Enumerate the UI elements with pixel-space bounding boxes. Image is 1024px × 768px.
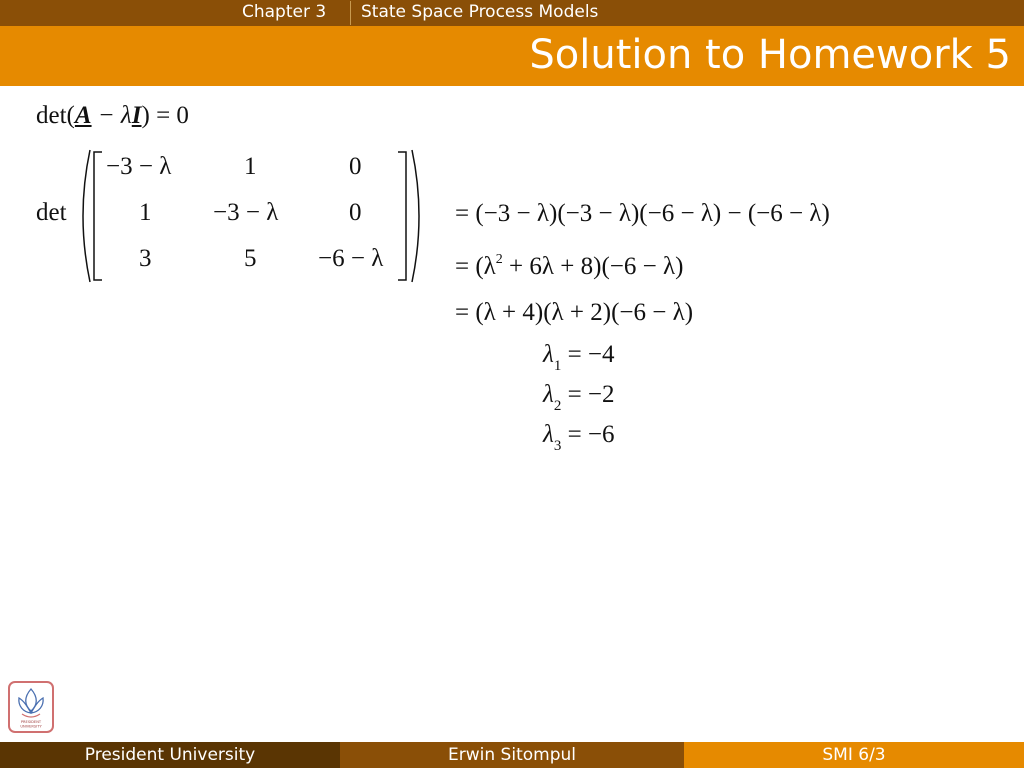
eigenvalue-1 bbox=[543, 341, 615, 374]
step2-part-a: = (λ bbox=[455, 253, 496, 280]
lambda-symbol: λ bbox=[543, 381, 554, 408]
matrix-a-symbol: A bbox=[74, 102, 92, 129]
footer-page: SMI 6/3 bbox=[684, 742, 1024, 768]
eigenvalue-2 bbox=[543, 381, 615, 414]
university-logo bbox=[8, 681, 54, 733]
header-bar bbox=[0, 0, 1024, 26]
lambda-subscript: 2 bbox=[553, 398, 562, 414]
slide-title: Solution to Homework 5 bbox=[529, 32, 1011, 78]
eigenvalue-value: = −4 bbox=[567, 341, 615, 368]
logo-emblem-icon bbox=[10, 683, 52, 731]
eigenvalue-3 bbox=[543, 421, 615, 454]
characteristic-equation bbox=[36, 102, 189, 130]
matrix-cell-r1c3: 0 bbox=[349, 153, 362, 180]
matrix-cell-r1c1: −3 − λ bbox=[106, 153, 172, 180]
step2-part-b: + 6λ + 8)(−6 − λ) bbox=[502, 253, 684, 280]
chapter-label: Chapter 3 bbox=[242, 2, 327, 22]
eigenvalue-value: = −6 bbox=[567, 421, 615, 448]
lambda-subscript: 1 bbox=[553, 358, 562, 374]
svg-text:UNIVERSITY: UNIVERSITY bbox=[20, 724, 42, 729]
matrix-cell-r3c1: 3 bbox=[139, 245, 152, 272]
footer-bar bbox=[0, 742, 1024, 768]
matrix-cell-r3c2: 5 bbox=[244, 245, 257, 272]
eq-suffix: ) = 0 bbox=[141, 102, 189, 129]
matrix-cell-r2c1: 1 bbox=[139, 199, 152, 226]
section-label: State Space Process Models bbox=[361, 2, 599, 22]
header-divider bbox=[350, 1, 351, 25]
expansion-step-3: = (λ + 4)(λ + 2)(−6 − λ) bbox=[455, 299, 694, 326]
eq-lambda: − λ bbox=[91, 102, 132, 129]
lambda-subscript: 3 bbox=[553, 438, 562, 454]
title-bar bbox=[0, 26, 1024, 86]
matrix-cell-r2c2: −3 − λ bbox=[213, 199, 279, 226]
svg-text:PRESIDENT: PRESIDENT bbox=[20, 720, 42, 724]
eq-prefix: det( bbox=[36, 102, 75, 129]
identity-symbol: I bbox=[131, 102, 142, 129]
eigenvalue-value: = −2 bbox=[567, 381, 615, 408]
step2-exponent: 2 bbox=[495, 252, 503, 267]
lambda-symbol: λ bbox=[543, 341, 554, 368]
footer-author: Erwin Sitompul bbox=[340, 742, 684, 768]
expansion-step-1: = (−3 − λ)(−3 − λ)(−6 − λ) − (−6 − λ) bbox=[455, 200, 830, 227]
matrix-cell-r1c2: 1 bbox=[244, 153, 257, 180]
footer-institution: President University bbox=[0, 742, 340, 768]
expansion-step-2 bbox=[455, 253, 683, 281]
lambda-symbol: λ bbox=[543, 421, 554, 448]
det-label: det bbox=[36, 199, 67, 226]
matrix-cell-r3c3: −6 − λ bbox=[318, 245, 384, 272]
matrix-cell-r2c3: 0 bbox=[349, 199, 362, 226]
